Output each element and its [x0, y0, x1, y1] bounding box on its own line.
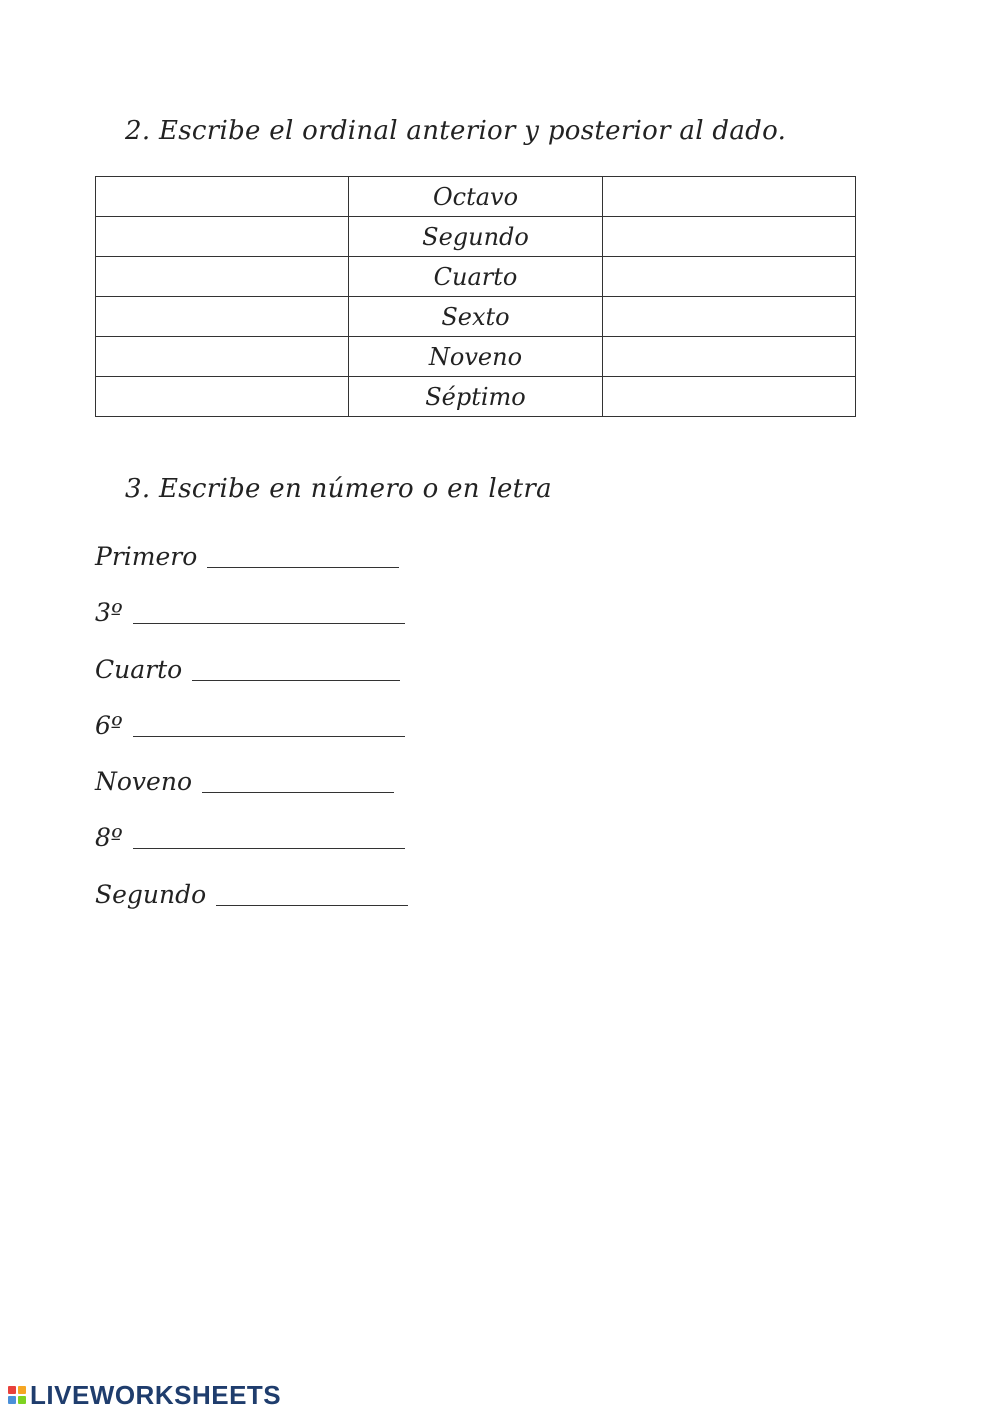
table-row: [96, 337, 856, 377]
next-ordinal-cell[interactable]: [602, 217, 855, 257]
answer-blank[interactable]: [133, 822, 405, 849]
fill-item-prompt: Primero: [95, 542, 198, 571]
table-row: [96, 297, 856, 337]
ordinal-table: [95, 176, 856, 417]
answer-blank[interactable]: [133, 597, 405, 624]
fill-item: [95, 870, 408, 910]
table-row: [96, 257, 856, 297]
fill-item: [95, 813, 405, 853]
table-row: [96, 217, 856, 257]
answer-blank[interactable]: [207, 541, 399, 568]
exercise-3-title: 3. Escribe en número o en letra: [125, 474, 552, 504]
answer-blank[interactable]: [216, 879, 408, 906]
table-row: [96, 377, 856, 417]
liveworksheets-logo[interactable]: [8, 1380, 281, 1410]
given-ordinal-cell: Noveno: [349, 337, 603, 377]
logo-text: LIVEWORKSHEETS: [30, 1379, 282, 1410]
fill-item: [95, 588, 405, 628]
next-ordinal-cell[interactable]: [602, 377, 855, 417]
fill-item-prompt: 8º: [95, 823, 123, 852]
given-ordinal-cell: Cuarto: [349, 257, 603, 297]
previous-ordinal-cell[interactable]: [96, 177, 349, 217]
given-ordinal-cell: Sexto: [349, 297, 603, 337]
fill-item: [95, 532, 399, 572]
given-ordinal-cell: Segundo: [349, 217, 603, 257]
previous-ordinal-cell[interactable]: [96, 297, 349, 337]
fill-item-prompt: 3º: [95, 598, 123, 627]
fill-item-prompt: 6º: [95, 711, 123, 740]
fill-item-prompt: Cuarto: [95, 655, 183, 684]
table-row: [96, 177, 856, 217]
exercise-2-title: 2. Escribe el ordinal anterior y posterior al dado.: [125, 116, 787, 146]
fill-item: [95, 645, 400, 685]
previous-ordinal-cell[interactable]: [96, 337, 349, 377]
previous-ordinal-cell[interactable]: [96, 257, 349, 297]
previous-ordinal-cell[interactable]: [96, 217, 349, 257]
answer-blank[interactable]: [192, 654, 400, 681]
answer-blank[interactable]: [133, 710, 405, 737]
answer-blank[interactable]: [202, 766, 394, 793]
given-ordinal-cell: Octavo: [349, 177, 603, 217]
given-ordinal-cell: Séptimo: [349, 377, 603, 417]
next-ordinal-cell[interactable]: [602, 337, 855, 377]
next-ordinal-cell[interactable]: [602, 257, 855, 297]
fill-item: [95, 701, 405, 741]
fill-item-prompt: Segundo: [95, 880, 207, 909]
previous-ordinal-cell[interactable]: [96, 377, 349, 417]
next-ordinal-cell[interactable]: [602, 297, 855, 337]
next-ordinal-cell[interactable]: [602, 177, 855, 217]
logo-mark-icon: [8, 1386, 26, 1404]
fill-item: [95, 757, 394, 797]
fill-item-prompt: Noveno: [95, 767, 192, 796]
